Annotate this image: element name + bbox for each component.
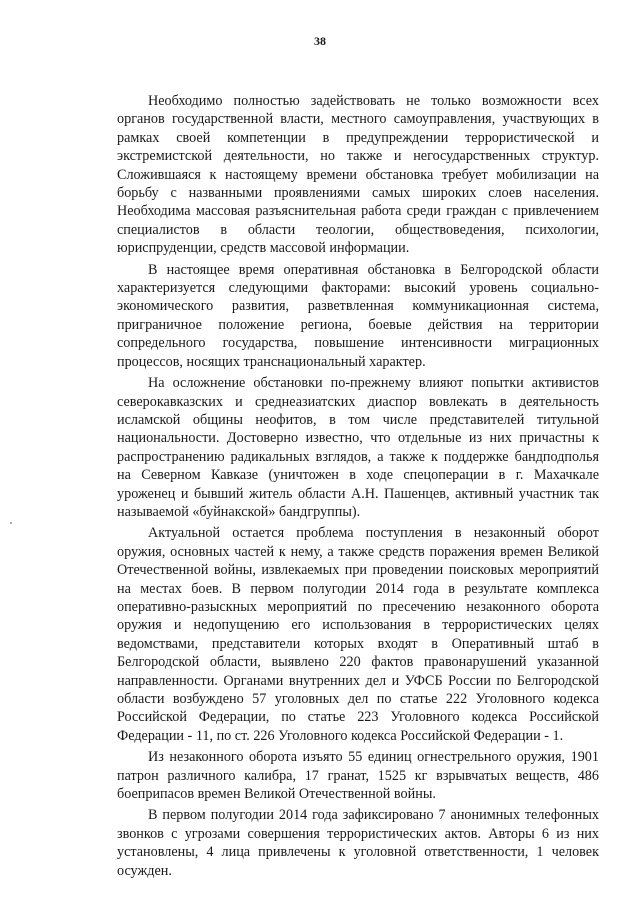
paragraph-2: В настоящее время оперативная обстановка в Белгородской области характеризуется следующими факторами: высокий уровень социально-экономического развития, разветвленная коммуникационная система, приграничное положение региона, боевые действия на территории сопредельного государства, повышение интенсивности миграционных процессов, носящих транснациональный характер. (117, 261, 599, 370)
document-body (117, 92, 599, 883)
paragraph-5: Из незаконного оборота изъято 55 единиц огнестрельного оружия, 1901 патрон различного калибра, 17 гранат, 1525 кг взрывчатых веществ, 486 боеприпасов времен Великой Отечественной войны. (117, 749, 599, 803)
page-number: 38 (314, 34, 326, 48)
paragraph-6: В первом полугодии 2014 года зафиксировано 7 анонимных телефонных звонков с угрозами совершения террористических актов. Авторы 6 из них установлены, 4 лица привлечены к уголовной ответственности, 1 человек осужден. (117, 807, 599, 879)
paragraph-3: На осложнение обстановки по-прежнему влияют попытки активистов северокавказских и среднеазиатских диаспор вовлекать в деятельность исламской общины неофитов, в том числе представителей титульной национальности. Достоверно известно, что отдельные из них причастны к распространению радикальных взглядов, а также к поддержке бандподполья на Северном Кавказе (уничтожен в ходе спецоперации в г. Махачкале уроженец и бывший житель области А.Н. Пашенцев, активный участник так называемой «буйнакской» бандгруппы). (117, 375, 599, 520)
margin-mark (10, 522, 12, 524)
paragraph-1: Необходимо полностью задействовать не только возможности всех органов государственной власти, местного самоуправления, участвующих в рамках своей компетенции в предупреждении террористической и экстремистской деятельности, но также и негосударственных структур. Сложившаяся к настоящему времени обстановка требует мобилизации на борьбу с названными проявлениями самых широких слоев населения. Необходима массовая разъяснительная работа среди граждан с привлечением специалистов в области теологии, обществоведения, психологии, юриспруденции, средств массовой информации. (117, 93, 599, 257)
paragraph-4: Актуальной остается проблема поступления в незаконный оборот оружия, основных частей к нему, а также средств поражения времен Великой Отечественной войны, извлекаемых при проведении поисковых мероприятий на местах боев. В первом полугодии 2014 года в результате комплекса оперативно-разыскных мероприятий по пресечению незаконного оборота оружия и недопущению его использования в террористических целях ведомствами, представители которых входят в Оперативный штаб в Белгородской области, выявлено 220 фактов правонарушений указанной направленности. Органами внутренних дел и УФСБ России по Белгородской области возбуждено 57 уголовных дел по статье 222 Уголовного кодекса Российской Федерации, по статье 223 Уголовного кодекса Российской Федерации - 11, по ст. 226 Уголовного кодекса Российской Федерации - 1. (117, 525, 599, 744)
